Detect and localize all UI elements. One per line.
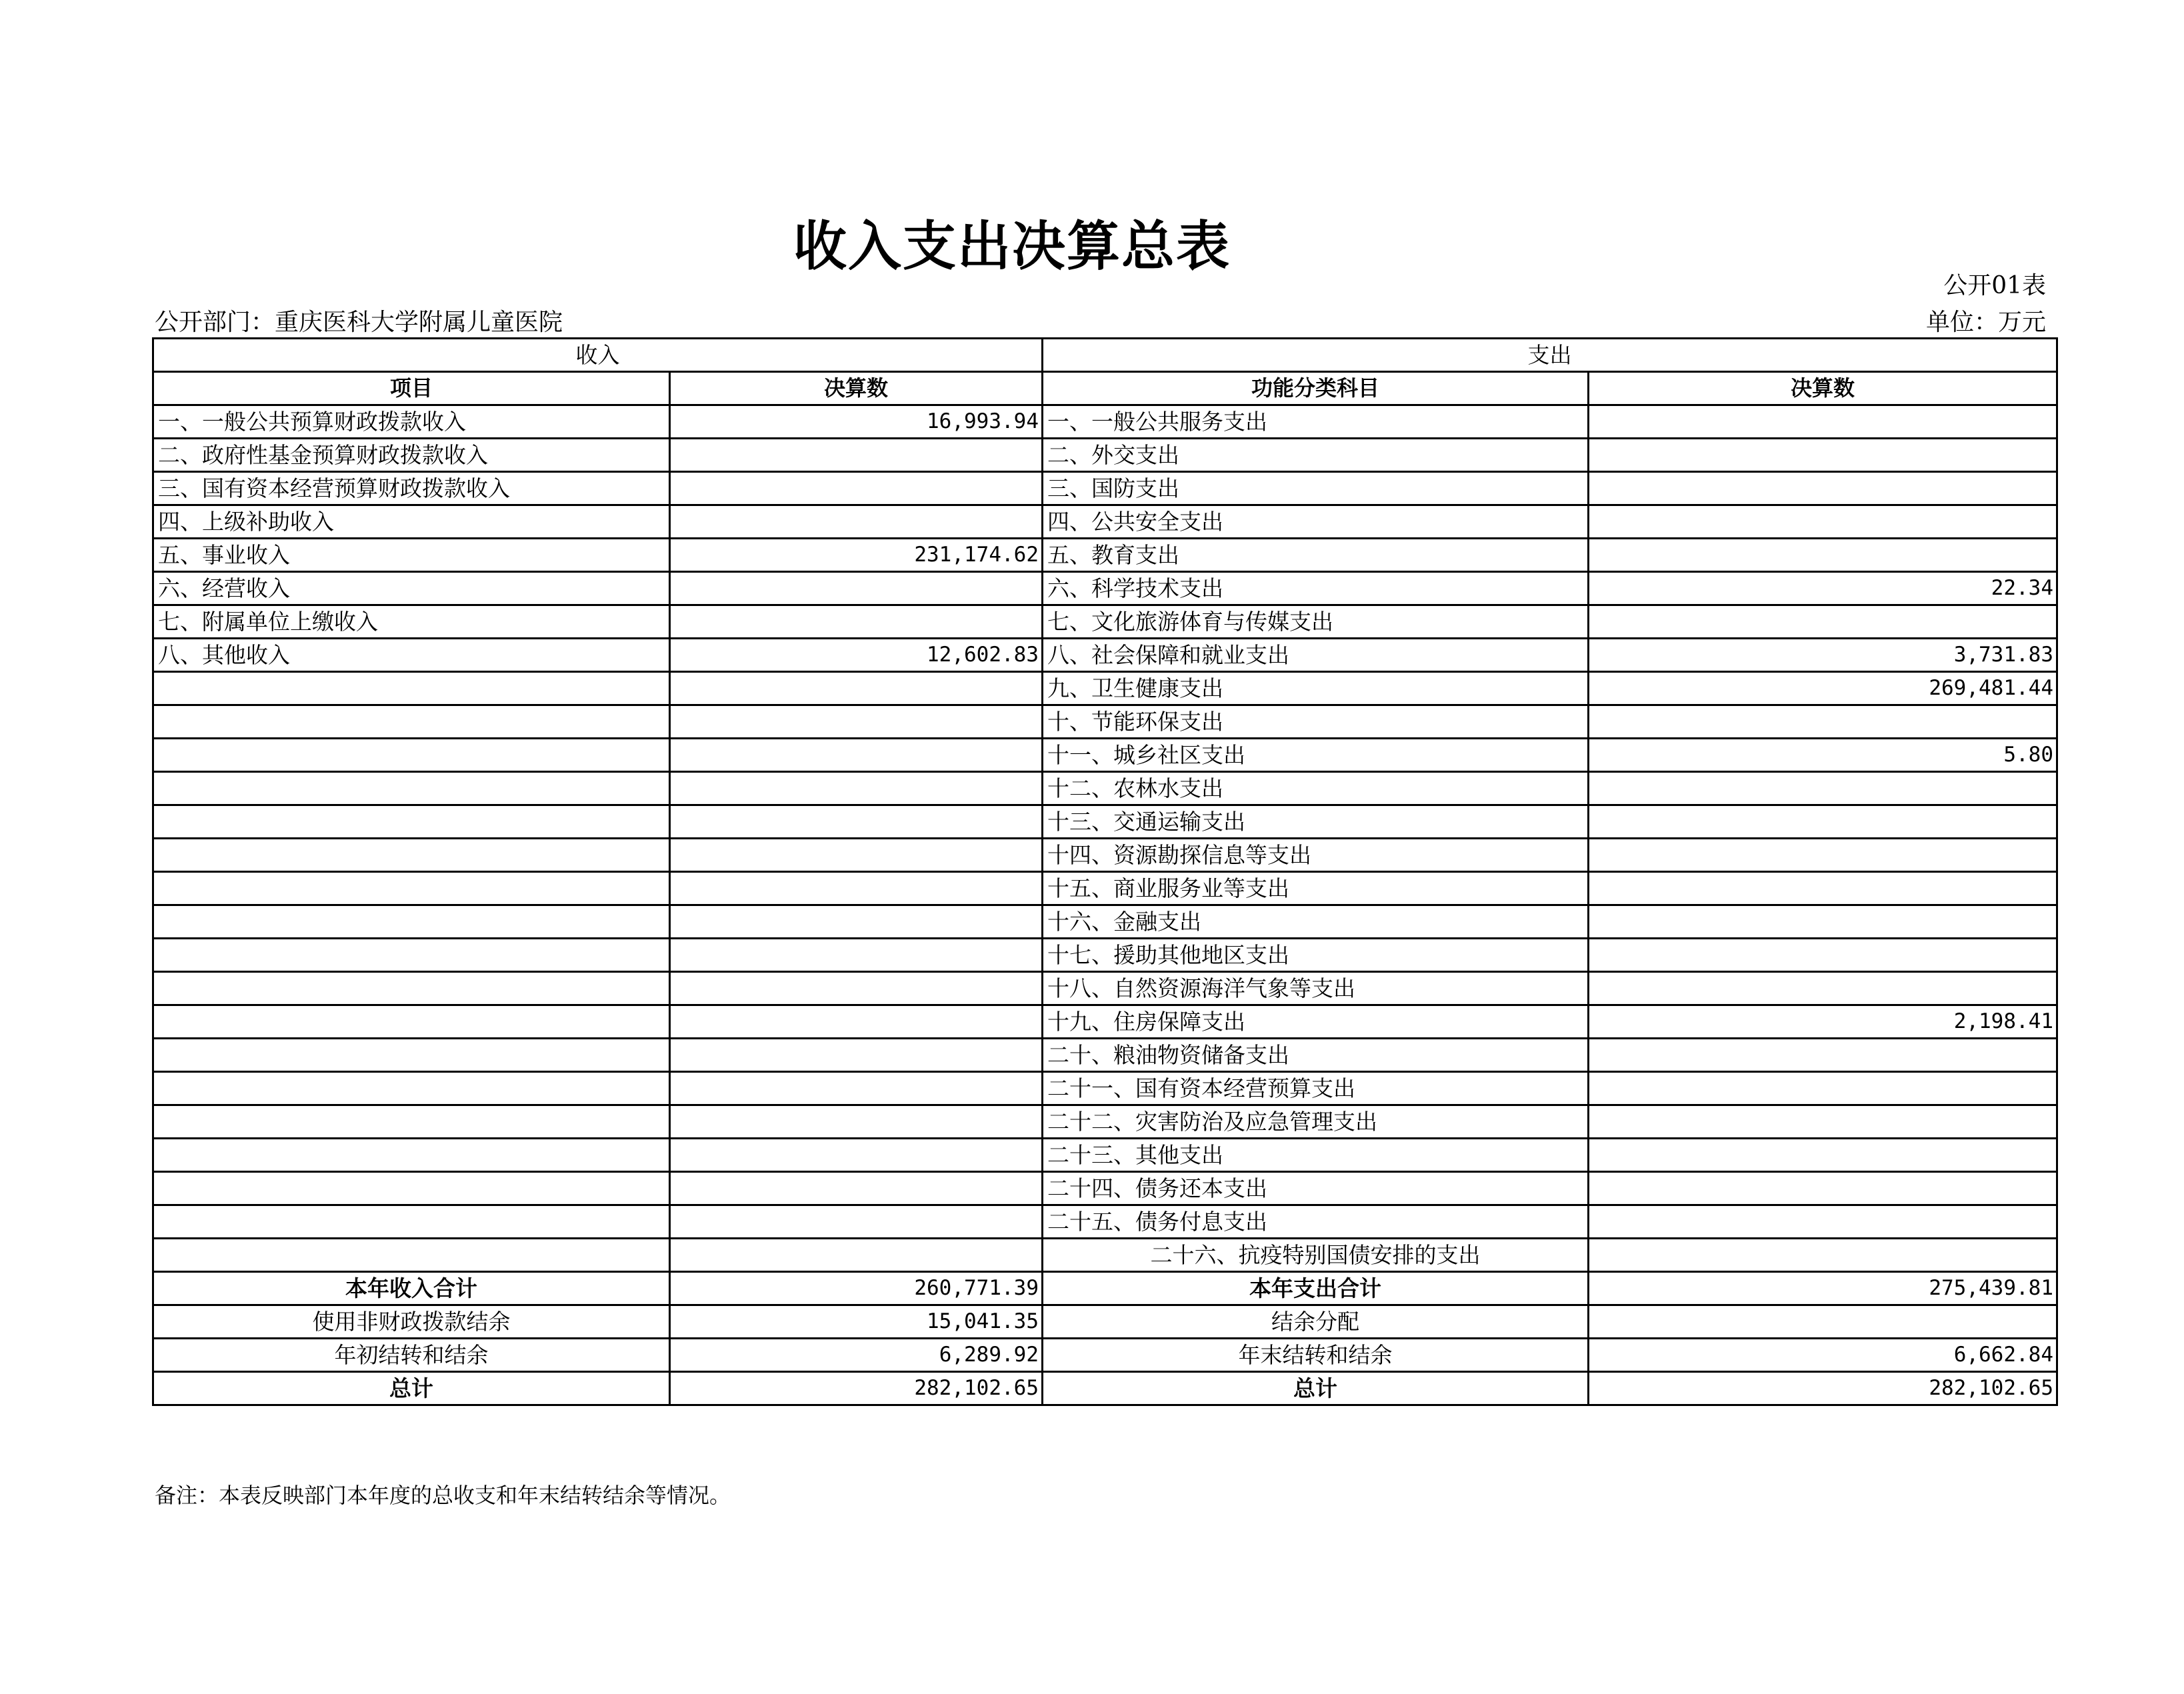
income-item-amount <box>670 439 1043 472</box>
expense-item-amount <box>1589 1172 2057 1205</box>
table-row <box>153 839 2057 872</box>
income-item-label <box>153 1005 670 1039</box>
summary-income-amount: 15,041.35 <box>670 1305 1043 1339</box>
table-row <box>153 939 2057 972</box>
table-row <box>153 805 2057 839</box>
summary-expense-amount: 282,102.65 <box>1589 1372 2057 1405</box>
income-item-label: 三、国有资本经营预算财政拨款收入 <box>153 472 670 505</box>
table-row <box>153 1005 2057 1039</box>
table-row <box>153 505 2057 539</box>
income-item-amount <box>670 572 1043 605</box>
table-row <box>153 1072 2057 1105</box>
income-item-amount <box>670 972 1043 1005</box>
table-row <box>153 772 2057 805</box>
summary-expense-label: 结余分配 <box>1043 1305 1589 1339</box>
expense-item-amount: 5.80 <box>1589 739 2057 772</box>
income-item-label <box>153 805 670 839</box>
expense-item-amount <box>1589 405 2057 439</box>
expense-item-amount <box>1589 772 2057 805</box>
income-item-label <box>153 972 670 1005</box>
expense-item-amount: 2,198.41 <box>1589 1005 2057 1039</box>
income-item-amount <box>670 1205 1043 1239</box>
income-item-label <box>153 1139 670 1172</box>
income-item-label <box>153 672 670 705</box>
summary-row <box>153 1372 2057 1405</box>
summary-income-label: 使用非财政拨款结余 <box>153 1305 670 1339</box>
income-item-amount <box>670 905 1043 939</box>
expense-item-amount <box>1589 1072 2057 1105</box>
expense-item-label: 六、科学技术支出 <box>1043 572 1589 605</box>
summary-expense-label: 年末结转和结余 <box>1043 1339 1589 1372</box>
table-row <box>153 972 2057 1005</box>
expense-item-label: 二十、粮油物资储备支出 <box>1043 1039 1589 1072</box>
column-header-item: 项目 <box>153 372 670 405</box>
expense-section-header: 支出 <box>1043 339 2057 372</box>
expense-item-amount <box>1589 539 2057 572</box>
table-row <box>153 605 2057 639</box>
table-row <box>153 639 2057 672</box>
expense-item-amount <box>1589 605 2057 639</box>
summary-row <box>153 1272 2057 1305</box>
income-item-amount <box>670 1139 1043 1172</box>
income-item-label <box>153 739 670 772</box>
expense-item-label: 七、文化旅游体育与传媒支出 <box>1043 605 1589 639</box>
expense-item-amount <box>1589 472 2057 505</box>
summary-expense-amount <box>1589 1305 2057 1339</box>
income-item-label <box>153 939 670 972</box>
column-header-amount: 决算数 <box>670 372 1043 405</box>
income-item-label <box>153 1039 670 1072</box>
summary-income-label: 年初结转和结余 <box>153 1339 670 1372</box>
expense-item-label: 一、一般公共服务支出 <box>1043 405 1589 439</box>
income-item-label <box>153 905 670 939</box>
expense-item-amount: 269,481.44 <box>1589 672 2057 705</box>
table-row <box>153 1172 2057 1205</box>
income-item-label <box>153 839 670 872</box>
expense-item-label: 十四、资源勘探信息等支出 <box>1043 839 1589 872</box>
income-item-label <box>153 705 670 739</box>
income-item-label: 五、事业收入 <box>153 539 670 572</box>
expense-item-amount: 3,731.83 <box>1589 639 2057 672</box>
expense-item-amount <box>1589 705 2057 739</box>
income-item-label <box>153 872 670 905</box>
table-row <box>153 539 2057 572</box>
income-item-label: 六、经营收入 <box>153 572 670 605</box>
table-row <box>153 1205 2057 1239</box>
expense-item-label: 二十四、债务还本支出 <box>1043 1172 1589 1205</box>
unit-label: 单位：万元 <box>1925 309 2046 336</box>
income-item-label <box>153 1105 670 1139</box>
income-item-amount <box>670 1105 1043 1139</box>
summary-income-amount: 282,102.65 <box>670 1372 1043 1405</box>
income-item-amount <box>670 739 1043 772</box>
table-row <box>153 872 2057 905</box>
income-item-amount: 231,174.62 <box>670 539 1043 572</box>
income-item-amount <box>670 1239 1043 1272</box>
income-item-amount <box>670 705 1043 739</box>
summary-income-label: 总计 <box>153 1372 670 1405</box>
income-item-amount: 12,602.83 <box>670 639 1043 672</box>
expense-item-amount <box>1589 972 2057 1005</box>
table-row <box>153 1105 2057 1139</box>
income-item-amount <box>670 872 1043 905</box>
expense-item-label: 二十三、其他支出 <box>1043 1139 1589 1172</box>
income-item-amount: 16,993.94 <box>670 405 1043 439</box>
income-item-amount <box>670 672 1043 705</box>
income-item-label: 四、上级补助收入 <box>153 505 670 539</box>
expense-item-label: 十二、农林水支出 <box>1043 772 1589 805</box>
expense-item-label: 二十五、债务付息支出 <box>1043 1205 1589 1239</box>
expense-item-label: 八、社会保障和就业支出 <box>1043 639 1589 672</box>
expense-item-label: 十九、住房保障支出 <box>1043 1005 1589 1039</box>
expense-item-label: 十七、援助其他地区支出 <box>1043 939 1589 972</box>
income-item-label <box>153 772 670 805</box>
expense-item-label: 十六、金融支出 <box>1043 905 1589 939</box>
column-header-amount-2: 决算数 <box>1589 372 2057 405</box>
expense-item-amount <box>1589 805 2057 839</box>
expense-item-label: 三、国防支出 <box>1043 472 1589 505</box>
table-row <box>153 1039 2057 1072</box>
expense-item-label: 四、公共安全支出 <box>1043 505 1589 539</box>
income-item-amount <box>670 505 1043 539</box>
summary-income-amount: 260,771.39 <box>670 1272 1043 1305</box>
income-item-amount <box>670 805 1043 839</box>
section-header-row <box>153 339 2057 372</box>
summary-row <box>153 1339 2057 1372</box>
expense-item-label: 九、卫生健康支出 <box>1043 672 1589 705</box>
income-item-amount <box>670 605 1043 639</box>
summary-income-label: 本年收入合计 <box>153 1272 670 1305</box>
column-header-row <box>153 372 2057 405</box>
expense-item-amount <box>1589 1139 2057 1172</box>
income-item-amount <box>670 1039 1043 1072</box>
income-item-amount <box>670 1072 1043 1105</box>
income-item-amount <box>670 472 1043 505</box>
column-header-function-item: 功能分类科目 <box>1043 372 1589 405</box>
expense-item-amount <box>1589 505 2057 539</box>
income-item-amount <box>670 1005 1043 1039</box>
income-item-amount <box>670 1172 1043 1205</box>
expense-item-label: 十一、城乡社区支出 <box>1043 739 1589 772</box>
expense-item-label: 二十二、灾害防治及应急管理支出 <box>1043 1105 1589 1139</box>
table-row <box>153 1239 2057 1272</box>
income-item-label: 二、政府性基金预算财政拨款收入 <box>153 439 670 472</box>
income-item-label <box>153 1072 670 1105</box>
table-row <box>153 672 2057 705</box>
table-row <box>153 1139 2057 1172</box>
form-number: 公开01表 <box>1943 272 2046 299</box>
income-item-label <box>153 1172 670 1205</box>
summary-row <box>153 1305 2057 1339</box>
expense-item-amount <box>1589 439 2057 472</box>
income-item-amount <box>670 772 1043 805</box>
table-row <box>153 439 2057 472</box>
income-section-header: 收入 <box>153 339 1043 372</box>
table-row <box>153 572 2057 605</box>
expense-item-label: 十八、自然资源海洋气象等支出 <box>1043 972 1589 1005</box>
summary-expense-label: 总计 <box>1043 1372 1589 1405</box>
expense-item-label: 五、教育支出 <box>1043 539 1589 572</box>
summary-income-amount: 6,289.92 <box>670 1339 1043 1372</box>
expense-item-label: 十、节能环保支出 <box>1043 705 1589 739</box>
summary-expense-label: 本年支出合计 <box>1043 1272 1589 1305</box>
expense-item-label: 二十一、国有资本经营预算支出 <box>1043 1072 1589 1105</box>
expense-item-amount <box>1589 839 2057 872</box>
table-row <box>153 405 2057 439</box>
table-row <box>153 705 2057 739</box>
income-item-label <box>153 1239 670 1272</box>
income-item-amount <box>670 839 1043 872</box>
expense-item-amount <box>1589 1105 2057 1139</box>
expense-item-label: 十三、交通运输支出 <box>1043 805 1589 839</box>
summary-expense-amount: 275,439.81 <box>1589 1272 2057 1305</box>
summary-expense-amount: 6,662.84 <box>1589 1339 2057 1372</box>
expense-item-amount <box>1589 1205 2057 1239</box>
page-title: 收入支出决算总表 <box>793 215 1231 277</box>
income-item-label: 八、其他收入 <box>153 639 670 672</box>
income-item-label <box>153 1205 670 1239</box>
table-row <box>153 905 2057 939</box>
footnote: 备注：本表反映部门本年度的总收支和年末结转结余等情况。 <box>155 1483 731 1508</box>
income-item-label: 一、一般公共预算财政拨款收入 <box>153 405 670 439</box>
income-item-amount <box>670 939 1043 972</box>
expense-item-label: 二十六、抗疫特别国债安排的支出 <box>1043 1239 1589 1272</box>
expense-item-label: 二、外交支出 <box>1043 439 1589 472</box>
expense-item-amount <box>1589 1039 2057 1072</box>
expense-item-amount: 22.34 <box>1589 572 2057 605</box>
expense-item-amount <box>1589 1239 2057 1272</box>
department-label: 公开部门：重庆医科大学附属儿童医院 <box>155 309 563 336</box>
expense-item-amount <box>1589 872 2057 905</box>
table-row <box>153 472 2057 505</box>
expense-item-amount <box>1589 939 2057 972</box>
budget-summary-table <box>152 337 2058 1406</box>
expense-item-amount <box>1589 905 2057 939</box>
income-item-label: 七、附属单位上缴收入 <box>153 605 670 639</box>
expense-item-label: 十五、商业服务业等支出 <box>1043 872 1589 905</box>
table-row <box>153 739 2057 772</box>
